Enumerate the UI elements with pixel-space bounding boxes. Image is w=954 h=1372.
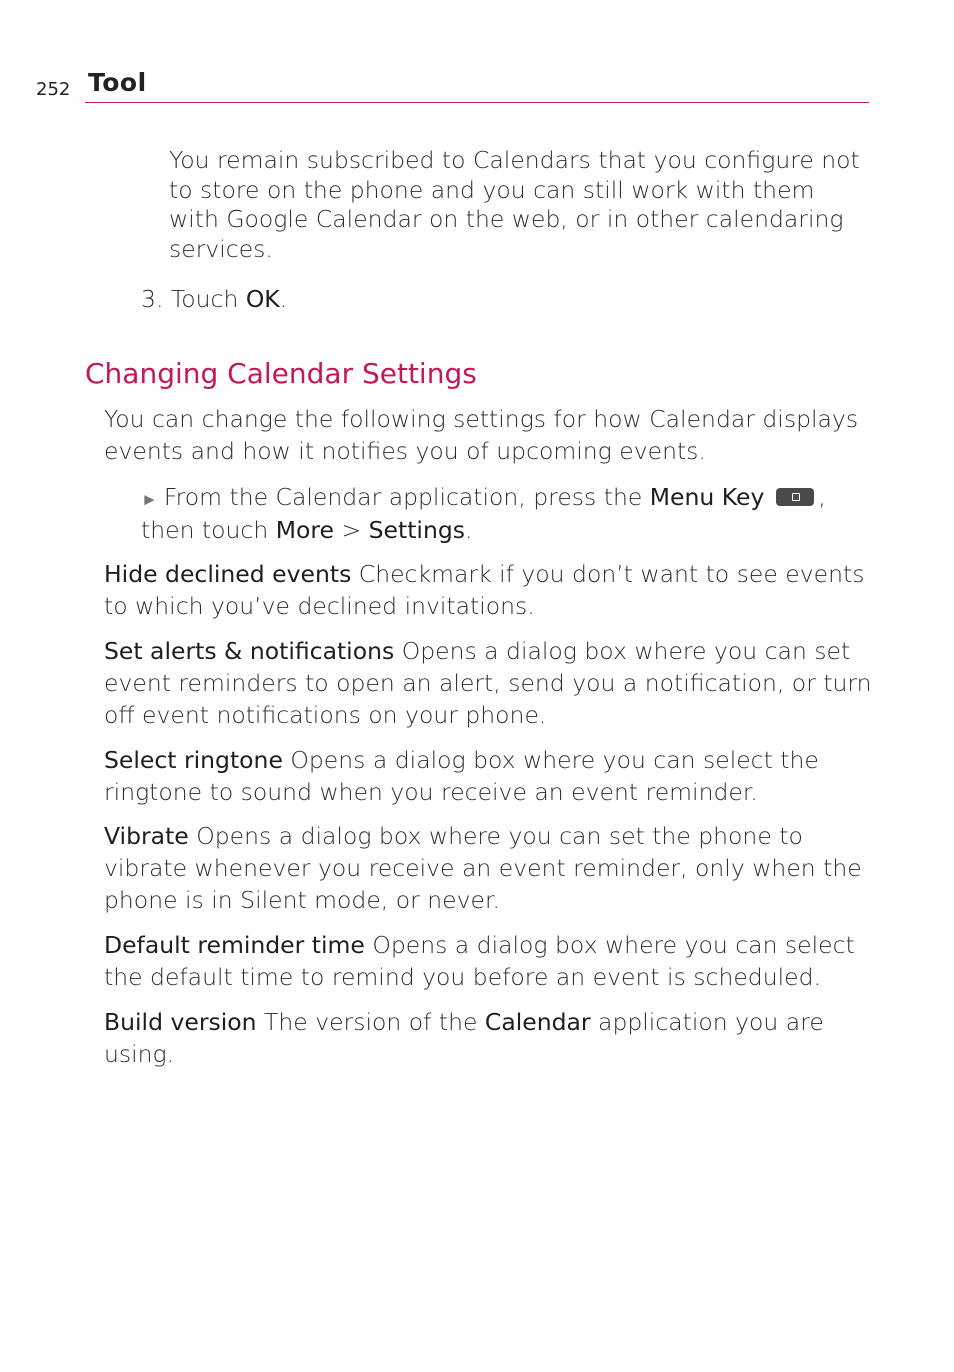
intro-paragraph: You remain subscribed to Calendars that you configure not to store on the phone and you can still work with them with Google Calendar on the web, or in other calendaring services. bbox=[169, 146, 860, 263]
setting-desc: Opens a dialog box where you can select the ringtone to sound when you receive an event reminder. bbox=[104, 746, 819, 806]
setting-desc: Checkmark if you don’t want to see events to which you’ve declined invitations. bbox=[104, 560, 865, 620]
setting-alerts bbox=[104, 635, 874, 731]
page-number: 252 bbox=[36, 79, 71, 100]
setting-desc: Opens a dialog box where you can set the phone to vibrate whenever you receive an event reminder, only when the phone is in Silent mode, or never. bbox=[104, 822, 862, 914]
section-intro: You can change the following settings for how Calendar displays events and how it notifies you of upcoming events. bbox=[104, 405, 859, 465]
setting-term: Hide declined events bbox=[104, 560, 352, 588]
bullet-text-4: . bbox=[465, 516, 473, 544]
header-rule bbox=[85, 102, 869, 103]
build-text-2: application you are using. bbox=[104, 1008, 824, 1068]
setting-term: Vibrate bbox=[104, 822, 189, 850]
page-header bbox=[36, 66, 869, 104]
bullet-arrow-icon: ► bbox=[141, 490, 158, 510]
settings-label: Settings bbox=[368, 516, 465, 544]
step-3 bbox=[141, 284, 287, 315]
menu-key-label: Menu Key bbox=[649, 483, 765, 511]
setting-vibrate bbox=[104, 820, 874, 916]
more-label: More bbox=[275, 516, 334, 544]
setting-reminder-time bbox=[104, 929, 874, 993]
menu-key-icon bbox=[776, 488, 814, 506]
step-3-text: 3. Touch bbox=[141, 285, 246, 313]
setting-hide-declined bbox=[104, 558, 874, 622]
calendar-label: Calendar bbox=[484, 1008, 591, 1036]
setting-term: Set alerts & notifications bbox=[104, 637, 395, 665]
setting-build-version bbox=[104, 1006, 874, 1070]
ok-label: OK bbox=[245, 285, 280, 313]
setting-term: Build version bbox=[104, 1008, 257, 1036]
instruction-bullet bbox=[141, 482, 861, 545]
setting-desc: Opens a dialog box where you can select the default time to remind you before an event is scheduled. bbox=[104, 931, 855, 991]
section-title: Tool bbox=[88, 68, 147, 97]
section-heading: Changing Calendar Settings bbox=[85, 357, 477, 390]
setting-desc: Opens a dialog box where you can set event reminders to open an alert, send you a notification, or turn off event notifications on your phone. bbox=[104, 637, 872, 729]
setting-term: Default reminder time bbox=[104, 931, 365, 959]
bullet-text-3: then touch bbox=[141, 516, 276, 544]
bullet-text-1: From the Calendar application, press the bbox=[163, 483, 650, 511]
build-text-1: The version of the bbox=[256, 1008, 485, 1036]
bullet-sep: > bbox=[333, 516, 369, 544]
bullet-text-2: , bbox=[818, 483, 826, 511]
step-3-suffix: . bbox=[279, 285, 288, 313]
setting-ringtone bbox=[104, 744, 874, 808]
setting-term: Select ringtone bbox=[104, 746, 283, 774]
